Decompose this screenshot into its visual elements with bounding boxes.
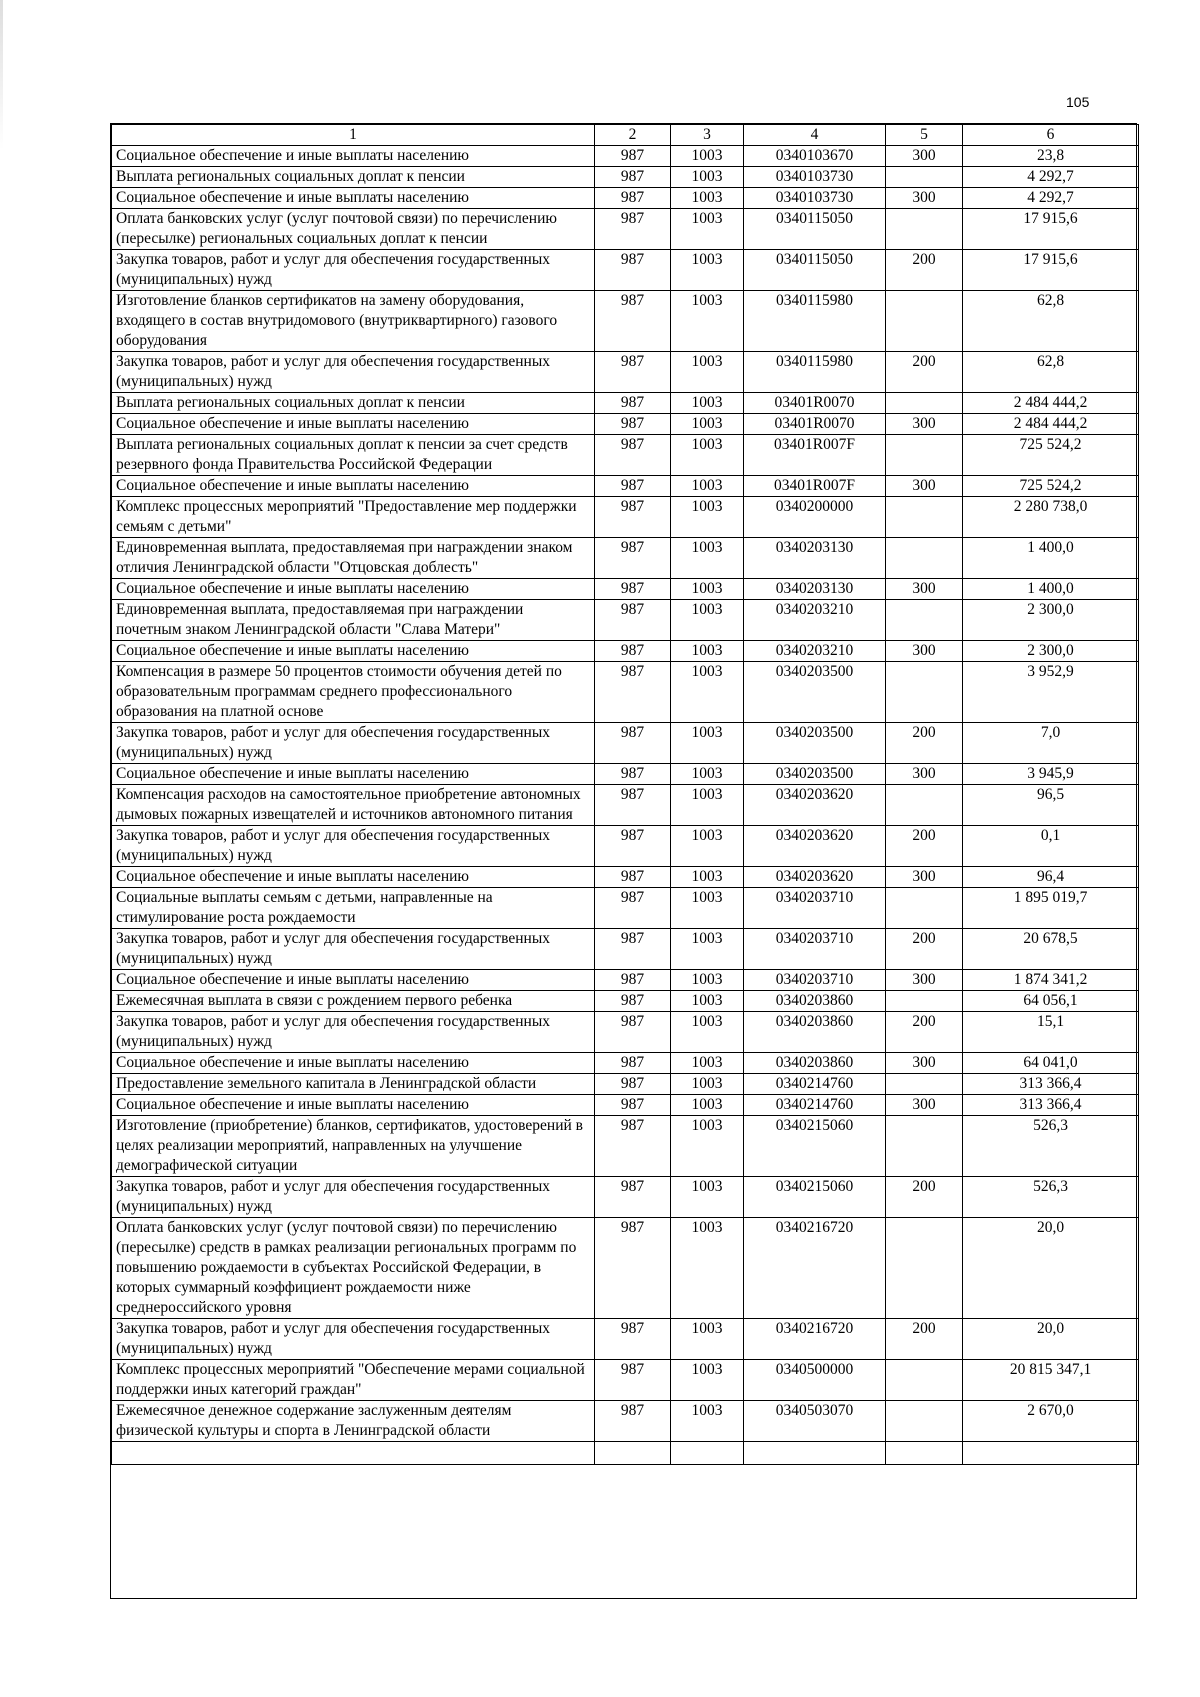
cell-ministry-code: 987 <box>595 435 671 476</box>
cell-description: Социальное обеспечение и иные выплаты населению <box>112 579 595 600</box>
cell-amount: 7,0 <box>963 723 1139 764</box>
cell-ministry-code: 987 <box>595 1095 671 1116</box>
cell-ministry-code: 987 <box>595 1319 671 1360</box>
cell-ministry-code: 987 <box>595 1053 671 1074</box>
cell-amount: 15,1 <box>963 1012 1139 1053</box>
cell-expense-type: 200 <box>886 929 963 970</box>
empty-cell <box>112 1442 595 1465</box>
cell-ministry-code: 987 <box>595 888 671 929</box>
cell-description: Социальное обеспечение и иные выплаты населению <box>112 188 595 209</box>
table-row <box>112 867 1139 888</box>
cell-section-code: 1003 <box>671 1074 744 1095</box>
cell-ministry-code: 987 <box>595 188 671 209</box>
budget-table-container <box>110 123 1137 1599</box>
cell-target-code: 0340216720 <box>744 1319 886 1360</box>
cell-expense-type <box>886 662 963 723</box>
cell-expense-type: 200 <box>886 250 963 291</box>
cell-amount: 96,4 <box>963 867 1139 888</box>
cell-section-code: 1003 <box>671 662 744 723</box>
cell-target-code: 0340115050 <box>744 250 886 291</box>
cell-description: Единовременная выплата, предоставляемая при награждении знаком отличия Ленинградской области "Отцовская доблесть" <box>112 538 595 579</box>
cell-expense-type: 300 <box>886 1095 963 1116</box>
cell-section-code: 1003 <box>671 929 744 970</box>
cell-target-code: 0340203620 <box>744 826 886 867</box>
cell-amount: 313 366,4 <box>963 1074 1139 1095</box>
cell-ministry-code: 987 <box>595 1116 671 1177</box>
cell-target-code: 0340203130 <box>744 538 886 579</box>
cell-expense-type <box>886 538 963 579</box>
header-col-6: 6 <box>963 125 1139 146</box>
cell-section-code: 1003 <box>671 435 744 476</box>
header-col-3: 3 <box>671 125 744 146</box>
cell-amount: 20 678,5 <box>963 929 1139 970</box>
cell-description: Закупка товаров, работ и услуг для обеспечения государственных (муниципальных) нужд <box>112 1177 595 1218</box>
cell-expense-type <box>886 785 963 826</box>
cell-ministry-code: 987 <box>595 538 671 579</box>
cell-section-code: 1003 <box>671 352 744 393</box>
page-number: 105 <box>1066 94 1090 110</box>
cell-ministry-code: 987 <box>595 764 671 785</box>
cell-ministry-code: 987 <box>595 970 671 991</box>
cell-expense-type <box>886 435 963 476</box>
table-row <box>112 352 1139 393</box>
cell-expense-type <box>886 497 963 538</box>
cell-ministry-code: 987 <box>595 991 671 1012</box>
cell-section-code: 1003 <box>671 1053 744 1074</box>
cell-target-code: 0340103670 <box>744 146 886 167</box>
cell-amount: 0,1 <box>963 826 1139 867</box>
cell-expense-type: 300 <box>886 641 963 662</box>
cell-ministry-code: 987 <box>595 785 671 826</box>
empty-cell <box>595 1442 671 1465</box>
cell-expense-type: 300 <box>886 414 963 435</box>
cell-target-code: 03401R0070 <box>744 393 886 414</box>
cell-amount: 62,8 <box>963 291 1139 352</box>
cell-section-code: 1003 <box>671 291 744 352</box>
cell-target-code: 0340503070 <box>744 1401 886 1442</box>
cell-expense-type <box>886 393 963 414</box>
scan-edge-mark <box>0 0 3 150</box>
cell-amount: 725 524,2 <box>963 435 1139 476</box>
cell-description: Социальное обеспечение и иные выплаты населению <box>112 414 595 435</box>
cell-section-code: 1003 <box>671 764 744 785</box>
cell-description: Социальное обеспечение и иные выплаты населению <box>112 867 595 888</box>
cell-expense-type: 300 <box>886 476 963 497</box>
table-row <box>112 250 1139 291</box>
cell-target-code: 0340215060 <box>744 1177 886 1218</box>
cell-amount: 2 670,0 <box>963 1401 1139 1442</box>
table-row <box>112 1360 1139 1401</box>
cell-ministry-code: 987 <box>595 414 671 435</box>
cell-description: Закупка товаров, работ и услуг для обеспечения государственных (муниципальных) нужд <box>112 352 595 393</box>
cell-expense-type: 300 <box>886 146 963 167</box>
cell-expense-type: 300 <box>886 579 963 600</box>
cell-section-code: 1003 <box>671 250 744 291</box>
cell-ministry-code: 987 <box>595 579 671 600</box>
cell-ministry-code: 987 <box>595 662 671 723</box>
cell-target-code: 03401R007F <box>744 476 886 497</box>
cell-description: Единовременная выплата, предоставляемая при награждении почетным знаком Ленинградской области "Слава Матери" <box>112 600 595 641</box>
empty-cell <box>671 1442 744 1465</box>
cell-amount: 64 056,1 <box>963 991 1139 1012</box>
header-col-5: 5 <box>886 125 963 146</box>
table-row <box>112 970 1139 991</box>
cell-section-code: 1003 <box>671 826 744 867</box>
cell-expense-type: 300 <box>886 188 963 209</box>
table-row <box>112 888 1139 929</box>
cell-amount: 2 280 738,0 <box>963 497 1139 538</box>
table-row <box>112 1095 1139 1116</box>
cell-ministry-code: 987 <box>595 600 671 641</box>
cell-amount: 2 484 444,2 <box>963 414 1139 435</box>
cell-target-code: 0340203500 <box>744 662 886 723</box>
cell-description: Закупка товаров, работ и услуг для обеспечения государственных (муниципальных) нужд <box>112 723 595 764</box>
cell-section-code: 1003 <box>671 600 744 641</box>
cell-target-code: 0340500000 <box>744 1360 886 1401</box>
cell-target-code: 0340203500 <box>744 723 886 764</box>
empty-row <box>112 1442 1139 1465</box>
header-col-4: 4 <box>744 125 886 146</box>
cell-section-code: 1003 <box>671 146 744 167</box>
cell-amount: 1 400,0 <box>963 538 1139 579</box>
cell-expense-type: 200 <box>886 352 963 393</box>
cell-description: Компенсация расходов на самостоятельное приобретение автономных дымовых пожарных извещателей и источников автономного питания <box>112 785 595 826</box>
cell-description: Ежемесячная выплата в связи с рождением первого ребенка <box>112 991 595 1012</box>
cell-expense-type: 300 <box>886 1053 963 1074</box>
header-col-1: 1 <box>112 125 595 146</box>
cell-section-code: 1003 <box>671 1218 744 1319</box>
empty-cell <box>963 1442 1139 1465</box>
cell-ministry-code: 987 <box>595 641 671 662</box>
cell-expense-type <box>886 1401 963 1442</box>
empty-cell <box>744 1442 886 1465</box>
cell-section-code: 1003 <box>671 1360 744 1401</box>
cell-target-code: 0340216720 <box>744 1218 886 1319</box>
table-row <box>112 291 1139 352</box>
table-body <box>112 146 1139 1465</box>
cell-expense-type <box>886 1074 963 1095</box>
cell-section-code: 1003 <box>671 209 744 250</box>
cell-description: Компенсация в размере 50 процентов стоимости обучения детей по образовательным программам среднего профессионального образования на платной основе <box>112 662 595 723</box>
cell-section-code: 1003 <box>671 991 744 1012</box>
cell-amount: 1 400,0 <box>963 579 1139 600</box>
cell-expense-type: 300 <box>886 970 963 991</box>
cell-ministry-code: 987 <box>595 1401 671 1442</box>
cell-amount: 4 292,7 <box>963 188 1139 209</box>
cell-ministry-code: 987 <box>595 497 671 538</box>
table-row <box>112 662 1139 723</box>
cell-expense-type <box>886 167 963 188</box>
cell-section-code: 1003 <box>671 476 744 497</box>
cell-expense-type <box>886 1116 963 1177</box>
cell-ministry-code: 987 <box>595 1218 671 1319</box>
cell-amount: 62,8 <box>963 352 1139 393</box>
table-row <box>112 600 1139 641</box>
cell-amount: 17 915,6 <box>963 209 1139 250</box>
cell-description: Социальное обеспечение и иные выплаты населению <box>112 1095 595 1116</box>
cell-target-code: 0340203860 <box>744 991 886 1012</box>
cell-section-code: 1003 <box>671 414 744 435</box>
table-row <box>112 497 1139 538</box>
cell-target-code: 03401R0070 <box>744 414 886 435</box>
table-row <box>112 1177 1139 1218</box>
cell-section-code: 1003 <box>671 888 744 929</box>
table-row <box>112 1012 1139 1053</box>
cell-ministry-code: 987 <box>595 1360 671 1401</box>
table-row <box>112 785 1139 826</box>
cell-description: Социальное обеспечение и иные выплаты населению <box>112 764 595 785</box>
cell-amount: 526,3 <box>963 1116 1139 1177</box>
cell-section-code: 1003 <box>671 393 744 414</box>
cell-description: Социальные выплаты семьям с детьми, направленные на стимулирование роста рождаемости <box>112 888 595 929</box>
cell-section-code: 1003 <box>671 641 744 662</box>
cell-description: Социальное обеспечение и иные выплаты населению <box>112 146 595 167</box>
cell-description: Изготовление бланков сертификатов на замену оборудования, входящего в состав внутридомового (внутриквартирного) газового оборудования <box>112 291 595 352</box>
cell-description: Социальное обеспечение и иные выплаты населению <box>112 1053 595 1074</box>
cell-description: Закупка товаров, работ и услуг для обеспечения государственных (муниципальных) нужд <box>112 826 595 867</box>
cell-expense-type <box>886 209 963 250</box>
cell-expense-type: 200 <box>886 1012 963 1053</box>
cell-description: Предоставление земельного капитала в Ленинградской области <box>112 1074 595 1095</box>
cell-amount: 20,0 <box>963 1319 1139 1360</box>
cell-target-code: 0340203860 <box>744 1053 886 1074</box>
cell-amount: 20,0 <box>963 1218 1139 1319</box>
cell-ministry-code: 987 <box>595 1177 671 1218</box>
budget-table <box>111 124 1139 1465</box>
cell-target-code: 0340214760 <box>744 1095 886 1116</box>
cell-description: Социальное обеспечение и иные выплаты населению <box>112 476 595 497</box>
cell-target-code: 0340203130 <box>744 579 886 600</box>
cell-description: Социальное обеспечение и иные выплаты населению <box>112 970 595 991</box>
cell-ministry-code: 987 <box>595 826 671 867</box>
table-row <box>112 435 1139 476</box>
cell-expense-type: 200 <box>886 1319 963 1360</box>
cell-description: Выплата региональных социальных доплат к пенсии <box>112 393 595 414</box>
cell-description: Оплата банковских услуг (услуг почтовой связи) по перечислению (пересылке) региональных социальных доплат к пенсии <box>112 209 595 250</box>
cell-expense-type <box>886 1360 963 1401</box>
cell-target-code: 0340203500 <box>744 764 886 785</box>
table-row <box>112 476 1139 497</box>
cell-section-code: 1003 <box>671 1012 744 1053</box>
cell-section-code: 1003 <box>671 497 744 538</box>
cell-amount: 2 300,0 <box>963 600 1139 641</box>
cell-section-code: 1003 <box>671 785 744 826</box>
table-row <box>112 579 1139 600</box>
cell-section-code: 1003 <box>671 867 744 888</box>
cell-target-code: 0340203620 <box>744 867 886 888</box>
cell-ministry-code: 987 <box>595 291 671 352</box>
cell-ministry-code: 987 <box>595 209 671 250</box>
cell-ministry-code: 987 <box>595 250 671 291</box>
table-row <box>112 764 1139 785</box>
cell-target-code: 0340203710 <box>744 929 886 970</box>
cell-section-code: 1003 <box>671 167 744 188</box>
cell-description: Закупка товаров, работ и услуг для обеспечения государственных (муниципальных) нужд <box>112 1319 595 1360</box>
cell-expense-type <box>886 600 963 641</box>
cell-description: Закупка товаров, работ и услуг для обеспечения государственных (муниципальных) нужд <box>112 1012 595 1053</box>
header-col-2: 2 <box>595 125 671 146</box>
cell-amount: 2 484 444,2 <box>963 393 1139 414</box>
table-row <box>112 188 1139 209</box>
cell-ministry-code: 987 <box>595 393 671 414</box>
cell-description: Выплата региональных социальных доплат к пенсии за счет средств резервного фонда Правительства Российской Федерации <box>112 435 595 476</box>
table-row <box>112 1319 1139 1360</box>
cell-amount: 4 292,7 <box>963 167 1139 188</box>
cell-amount: 313 366,4 <box>963 1095 1139 1116</box>
cell-amount: 96,5 <box>963 785 1139 826</box>
cell-target-code: 0340203210 <box>744 641 886 662</box>
cell-target-code: 0340103730 <box>744 167 886 188</box>
cell-amount: 1 874 341,2 <box>963 970 1139 991</box>
table-row <box>112 826 1139 867</box>
cell-expense-type <box>886 888 963 929</box>
cell-amount: 64 041,0 <box>963 1053 1139 1074</box>
cell-description: Изготовление (приобретение) бланков, сертификатов, удостоверений в целях реализации мероприятий, направленных на улучшение демографической ситуации <box>112 1116 595 1177</box>
cell-amount: 17 915,6 <box>963 250 1139 291</box>
cell-description: Закупка товаров, работ и услуг для обеспечения государственных (муниципальных) нужд <box>112 929 595 970</box>
cell-description: Комплекс процессных мероприятий "Обеспечение мерами социальной поддержки иных категорий граждан" <box>112 1360 595 1401</box>
cell-expense-type: 200 <box>886 723 963 764</box>
cell-amount: 20 815 347,1 <box>963 1360 1139 1401</box>
cell-description: Комплекс процессных мероприятий "Предоставление мер поддержки семьям с детьми" <box>112 497 595 538</box>
cell-section-code: 1003 <box>671 1177 744 1218</box>
cell-section-code: 1003 <box>671 1401 744 1442</box>
cell-section-code: 1003 <box>671 1095 744 1116</box>
table-row <box>112 538 1139 579</box>
cell-expense-type: 300 <box>886 764 963 785</box>
cell-section-code: 1003 <box>671 970 744 991</box>
cell-target-code: 0340215060 <box>744 1116 886 1177</box>
table-row <box>112 1074 1139 1095</box>
cell-target-code: 0340115980 <box>744 352 886 393</box>
table-row <box>112 929 1139 970</box>
cell-target-code: 0340214760 <box>744 1074 886 1095</box>
cell-ministry-code: 987 <box>595 352 671 393</box>
cell-description: Выплата региональных социальных доплат к пенсии <box>112 167 595 188</box>
cell-target-code: 0340115050 <box>744 209 886 250</box>
table-row <box>112 723 1139 764</box>
cell-amount: 2 300,0 <box>963 641 1139 662</box>
cell-section-code: 1003 <box>671 538 744 579</box>
table-row <box>112 209 1139 250</box>
cell-amount: 526,3 <box>963 1177 1139 1218</box>
cell-ministry-code: 987 <box>595 1074 671 1095</box>
cell-target-code: 03401R007F <box>744 435 886 476</box>
cell-amount: 3 945,9 <box>963 764 1139 785</box>
cell-ministry-code: 987 <box>595 167 671 188</box>
empty-cell <box>886 1442 963 1465</box>
cell-ministry-code: 987 <box>595 476 671 497</box>
cell-ministry-code: 987 <box>595 929 671 970</box>
cell-description: Закупка товаров, работ и услуг для обеспечения государственных (муниципальных) нужд <box>112 250 595 291</box>
cell-expense-type: 200 <box>886 826 963 867</box>
table-row <box>112 991 1139 1012</box>
cell-target-code: 0340203210 <box>744 600 886 641</box>
cell-expense-type: 300 <box>886 867 963 888</box>
table-row <box>112 1116 1139 1177</box>
cell-target-code: 0340203860 <box>744 1012 886 1053</box>
cell-section-code: 1003 <box>671 579 744 600</box>
cell-amount: 3 952,9 <box>963 662 1139 723</box>
cell-target-code: 0340203620 <box>744 785 886 826</box>
cell-target-code: 0340103730 <box>744 188 886 209</box>
table-row <box>112 393 1139 414</box>
cell-amount: 725 524,2 <box>963 476 1139 497</box>
table-row <box>112 146 1139 167</box>
cell-section-code: 1003 <box>671 188 744 209</box>
cell-section-code: 1003 <box>671 723 744 764</box>
table-header-row <box>112 125 1139 146</box>
cell-amount: 1 895 019,7 <box>963 888 1139 929</box>
table-row <box>112 1218 1139 1319</box>
cell-ministry-code: 987 <box>595 723 671 764</box>
table-row <box>112 1053 1139 1074</box>
cell-target-code: 0340115980 <box>744 291 886 352</box>
table-row <box>112 1401 1139 1442</box>
cell-expense-type <box>886 291 963 352</box>
cell-ministry-code: 987 <box>595 867 671 888</box>
cell-ministry-code: 987 <box>595 146 671 167</box>
cell-target-code: 0340203710 <box>744 888 886 929</box>
cell-section-code: 1003 <box>671 1116 744 1177</box>
cell-description: Социальное обеспечение и иные выплаты населению <box>112 641 595 662</box>
cell-description: Оплата банковских услуг (услуг почтовой связи) по перечислению (пересылке) средств в рамках реализации региональных программ по повышению рождаемости в субъектах Российской Федерации, в которых суммарный коэффициент рождаемости ниже среднероссийского уровня <box>112 1218 595 1319</box>
cell-description: Ежемесячное денежное содержание заслуженным деятелям физической культуры и спорта в Ленинградской области <box>112 1401 595 1442</box>
cell-expense-type <box>886 991 963 1012</box>
cell-section-code: 1003 <box>671 1319 744 1360</box>
cell-expense-type: 200 <box>886 1177 963 1218</box>
cell-ministry-code: 987 <box>595 1012 671 1053</box>
cell-target-code: 0340203710 <box>744 970 886 991</box>
table-row <box>112 167 1139 188</box>
cell-expense-type <box>886 1218 963 1319</box>
table-row <box>112 641 1139 662</box>
cell-amount: 23,8 <box>963 146 1139 167</box>
cell-target-code: 0340200000 <box>744 497 886 538</box>
table-row <box>112 414 1139 435</box>
